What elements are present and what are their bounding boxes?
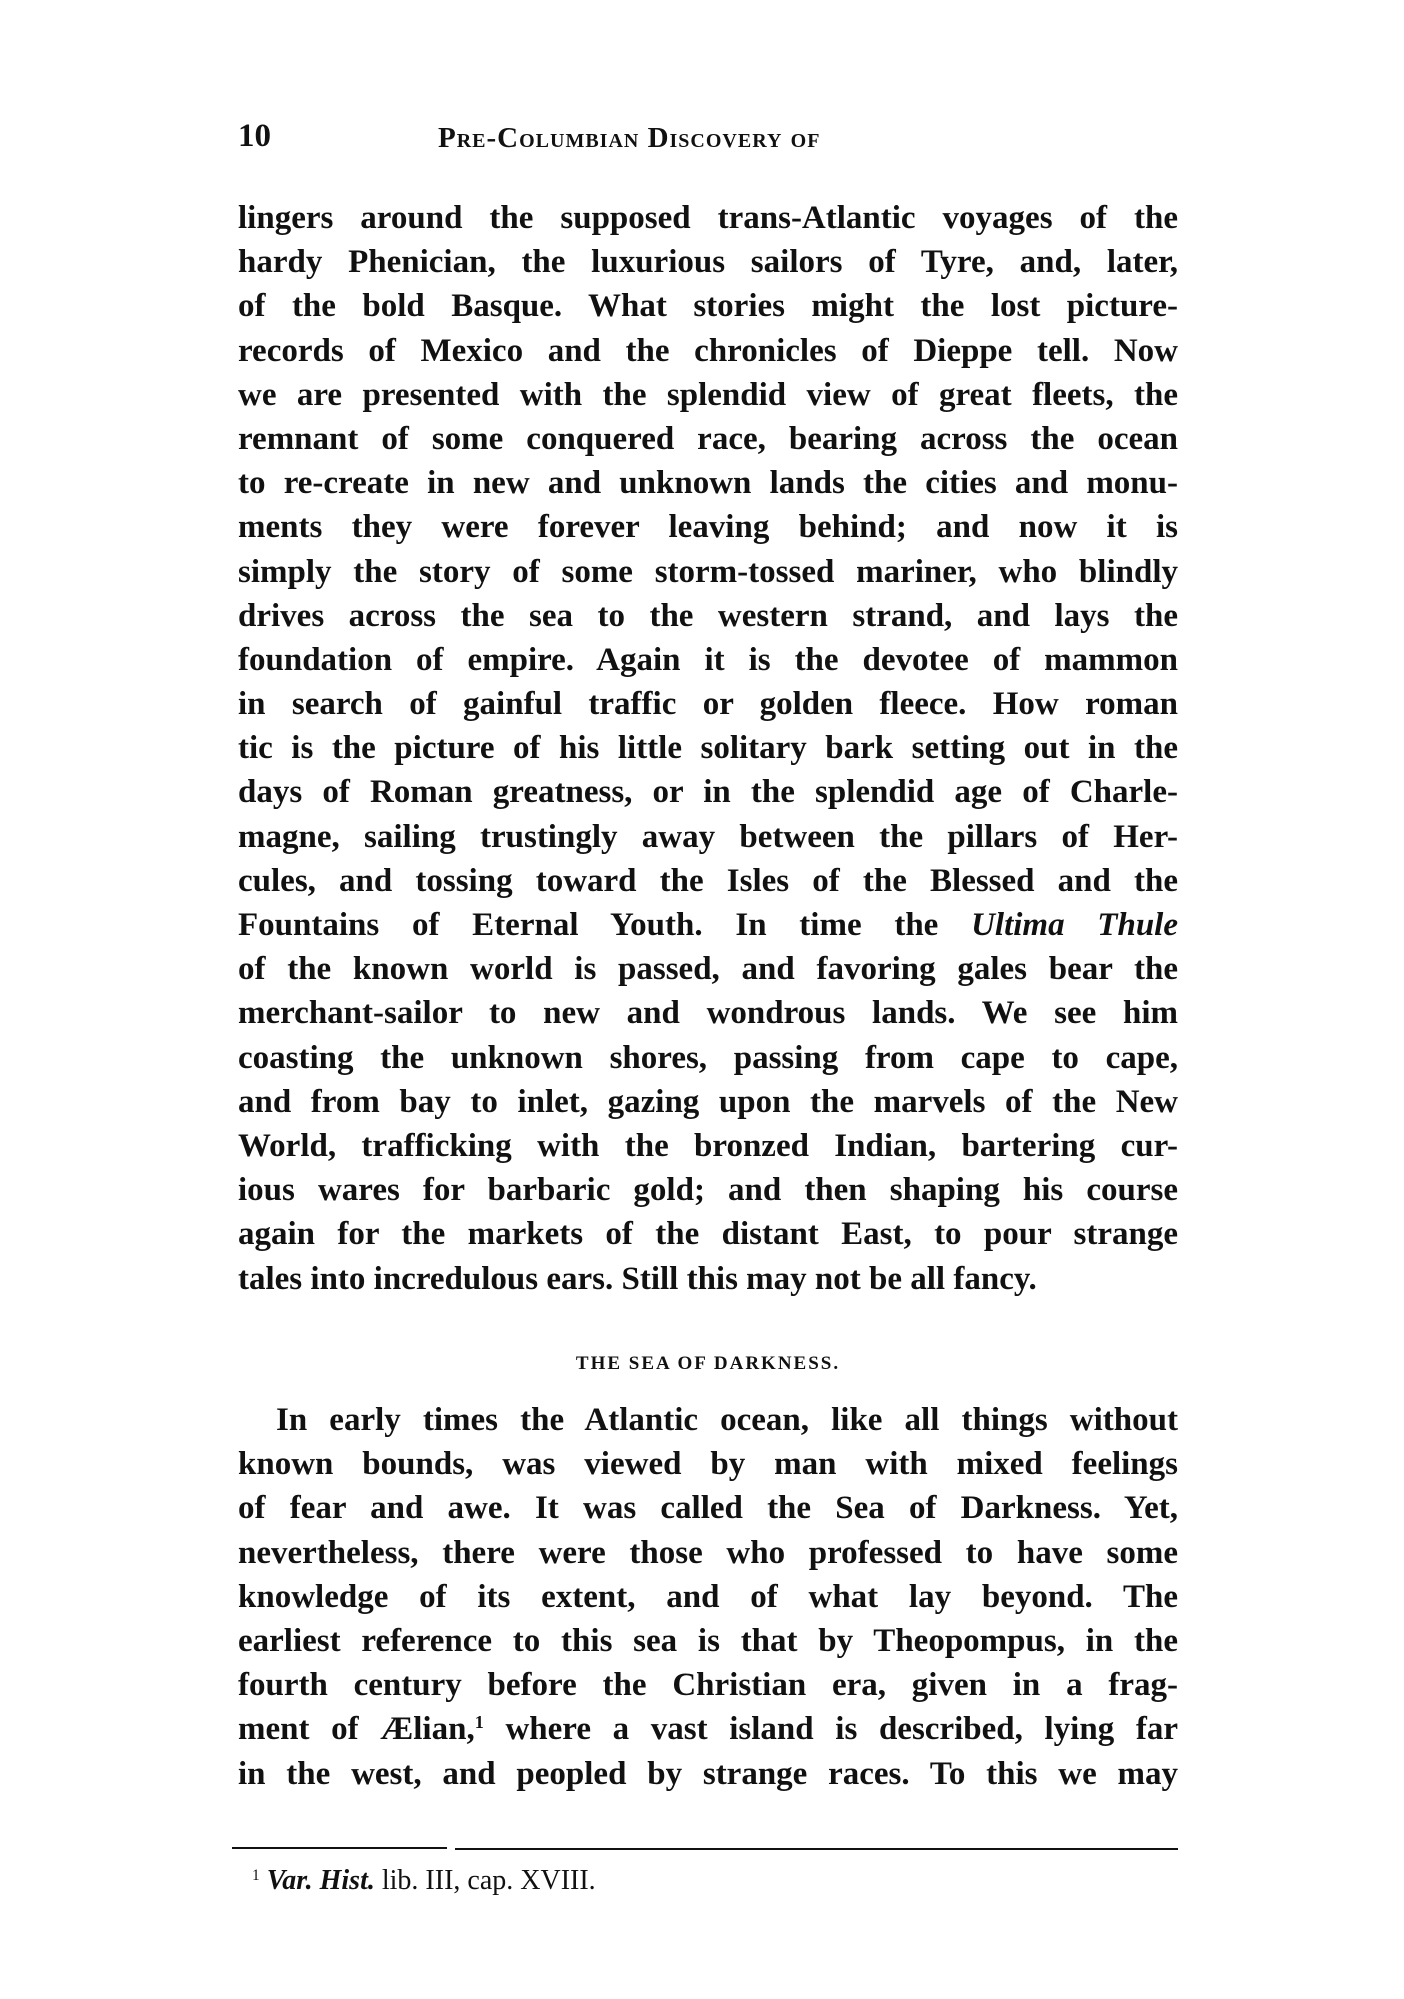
text-fragment: Fountains of Eternal Youth. In time the <box>238 907 972 943</box>
text-line: days of Roman greatness, or in the splendid age of Charle- <box>238 774 1178 811</box>
text-line: in search of gainful traffic or golden fleece. How roman <box>238 686 1178 723</box>
text-line: tic is the picture of his little solitary bark setting out in the <box>238 730 1178 767</box>
text-line: of fear and awe. It was called the Sea of Darkness. Yet, <box>238 1490 1178 1527</box>
text-fragment: ment of Ælian, <box>238 1711 475 1748</box>
text-line: known bounds, was viewed by man with mixed feelings <box>238 1446 1178 1483</box>
footnote-number: 1 <box>252 1866 260 1884</box>
text-line <box>238 903 1178 947</box>
footnote-marker: 1 <box>474 1712 484 1733</box>
text-line: drives across the sea to the western strand, and lays the <box>238 597 1178 634</box>
paragraph-1 <box>238 196 1178 1301</box>
text-line: nevertheless, there were those who professed to have some <box>238 1534 1178 1571</box>
footnote-rule-short <box>232 1847 447 1849</box>
text-line: foundation of empire. Again it is the devotee of mammon <box>238 641 1178 678</box>
text-line: cules, and tossing toward the Isles of the Blessed and the <box>238 862 1178 899</box>
text-line: records of Mexico and the chronicles of Dieppe tell. Now <box>238 332 1178 369</box>
text-line: merchant-sailor to new and wondrous lands. We see him <box>238 995 1178 1032</box>
footnote <box>252 1865 596 1897</box>
text-line: of the bold Basque. What stories might the lost picture- <box>238 288 1178 325</box>
footnote-rule-long <box>455 1848 1178 1850</box>
text-line: in the west, and peopled by strange races. To this we may <box>238 1755 1178 1792</box>
footnote-reference: lib. III, cap. XVIII. <box>374 1865 596 1896</box>
text-line: we are presented with the splendid view of great fleets, the <box>238 376 1178 413</box>
text-line: again for the markets of the distant East, to pour strange <box>238 1216 1178 1253</box>
text-line: knowledge of its extent, and of what lay beyond. The <box>238 1578 1178 1615</box>
section-heading: THE SEA OF DARKNESS. <box>575 1353 841 1374</box>
text-line: lingers around the supposed trans-Atlantic voyages of the <box>238 200 1178 236</box>
text-line: to re-create in new and unknown lands the cities and monu- <box>238 465 1178 502</box>
text-line: World, trafficking with the bronzed Indian, bartering cur- <box>238 1127 1178 1164</box>
text-fragment: where a vast island is described, lying far <box>483 1711 1178 1748</box>
text-line: ious wares for barbaric gold; and then shaping his course <box>238 1172 1178 1209</box>
text-line: simply the story of some storm-tossed mariner, who blindly <box>238 553 1178 590</box>
text-line: magne, sailing trustingly away between the pillars of Her- <box>238 818 1178 855</box>
text-line: In early times the Atlantic ocean, like all things without <box>276 1402 1178 1438</box>
italic-phrase: Ultima Thule <box>971 907 1178 943</box>
running-head <box>238 118 1178 168</box>
text-line: of the known world is passed, and favoring gales bear the <box>238 951 1178 988</box>
text-line: and from bay to inlet, gazing upon the marvels of the New <box>238 1083 1178 1120</box>
text-line: tales into incredulous ears. Still this may not be all fancy. <box>238 1260 1037 1297</box>
text-line: fourth century before the Christian era, given in a frag- <box>238 1667 1178 1704</box>
footnote-source: Var. Hist. <box>266 1865 375 1896</box>
running-title: Pre-Columbian Discovery of <box>438 122 821 154</box>
text-line: earliest reference to this sea is that by Theopompus, in the <box>238 1622 1178 1659</box>
text-line: hardy Phenician, the luxurious sailors of Tyre, and, later, <box>238 244 1178 281</box>
paragraph-2 <box>238 1398 1178 1796</box>
text-line: coasting the unknown shores, passing from cape to cape, <box>238 1039 1178 1076</box>
page-number: 10 <box>238 118 271 154</box>
text-line <box>238 1707 1178 1751</box>
text-line: remnant of some conquered race, bearing across the ocean <box>238 420 1178 457</box>
text-line: ments they were forever leaving behind; and now it is <box>238 509 1178 546</box>
